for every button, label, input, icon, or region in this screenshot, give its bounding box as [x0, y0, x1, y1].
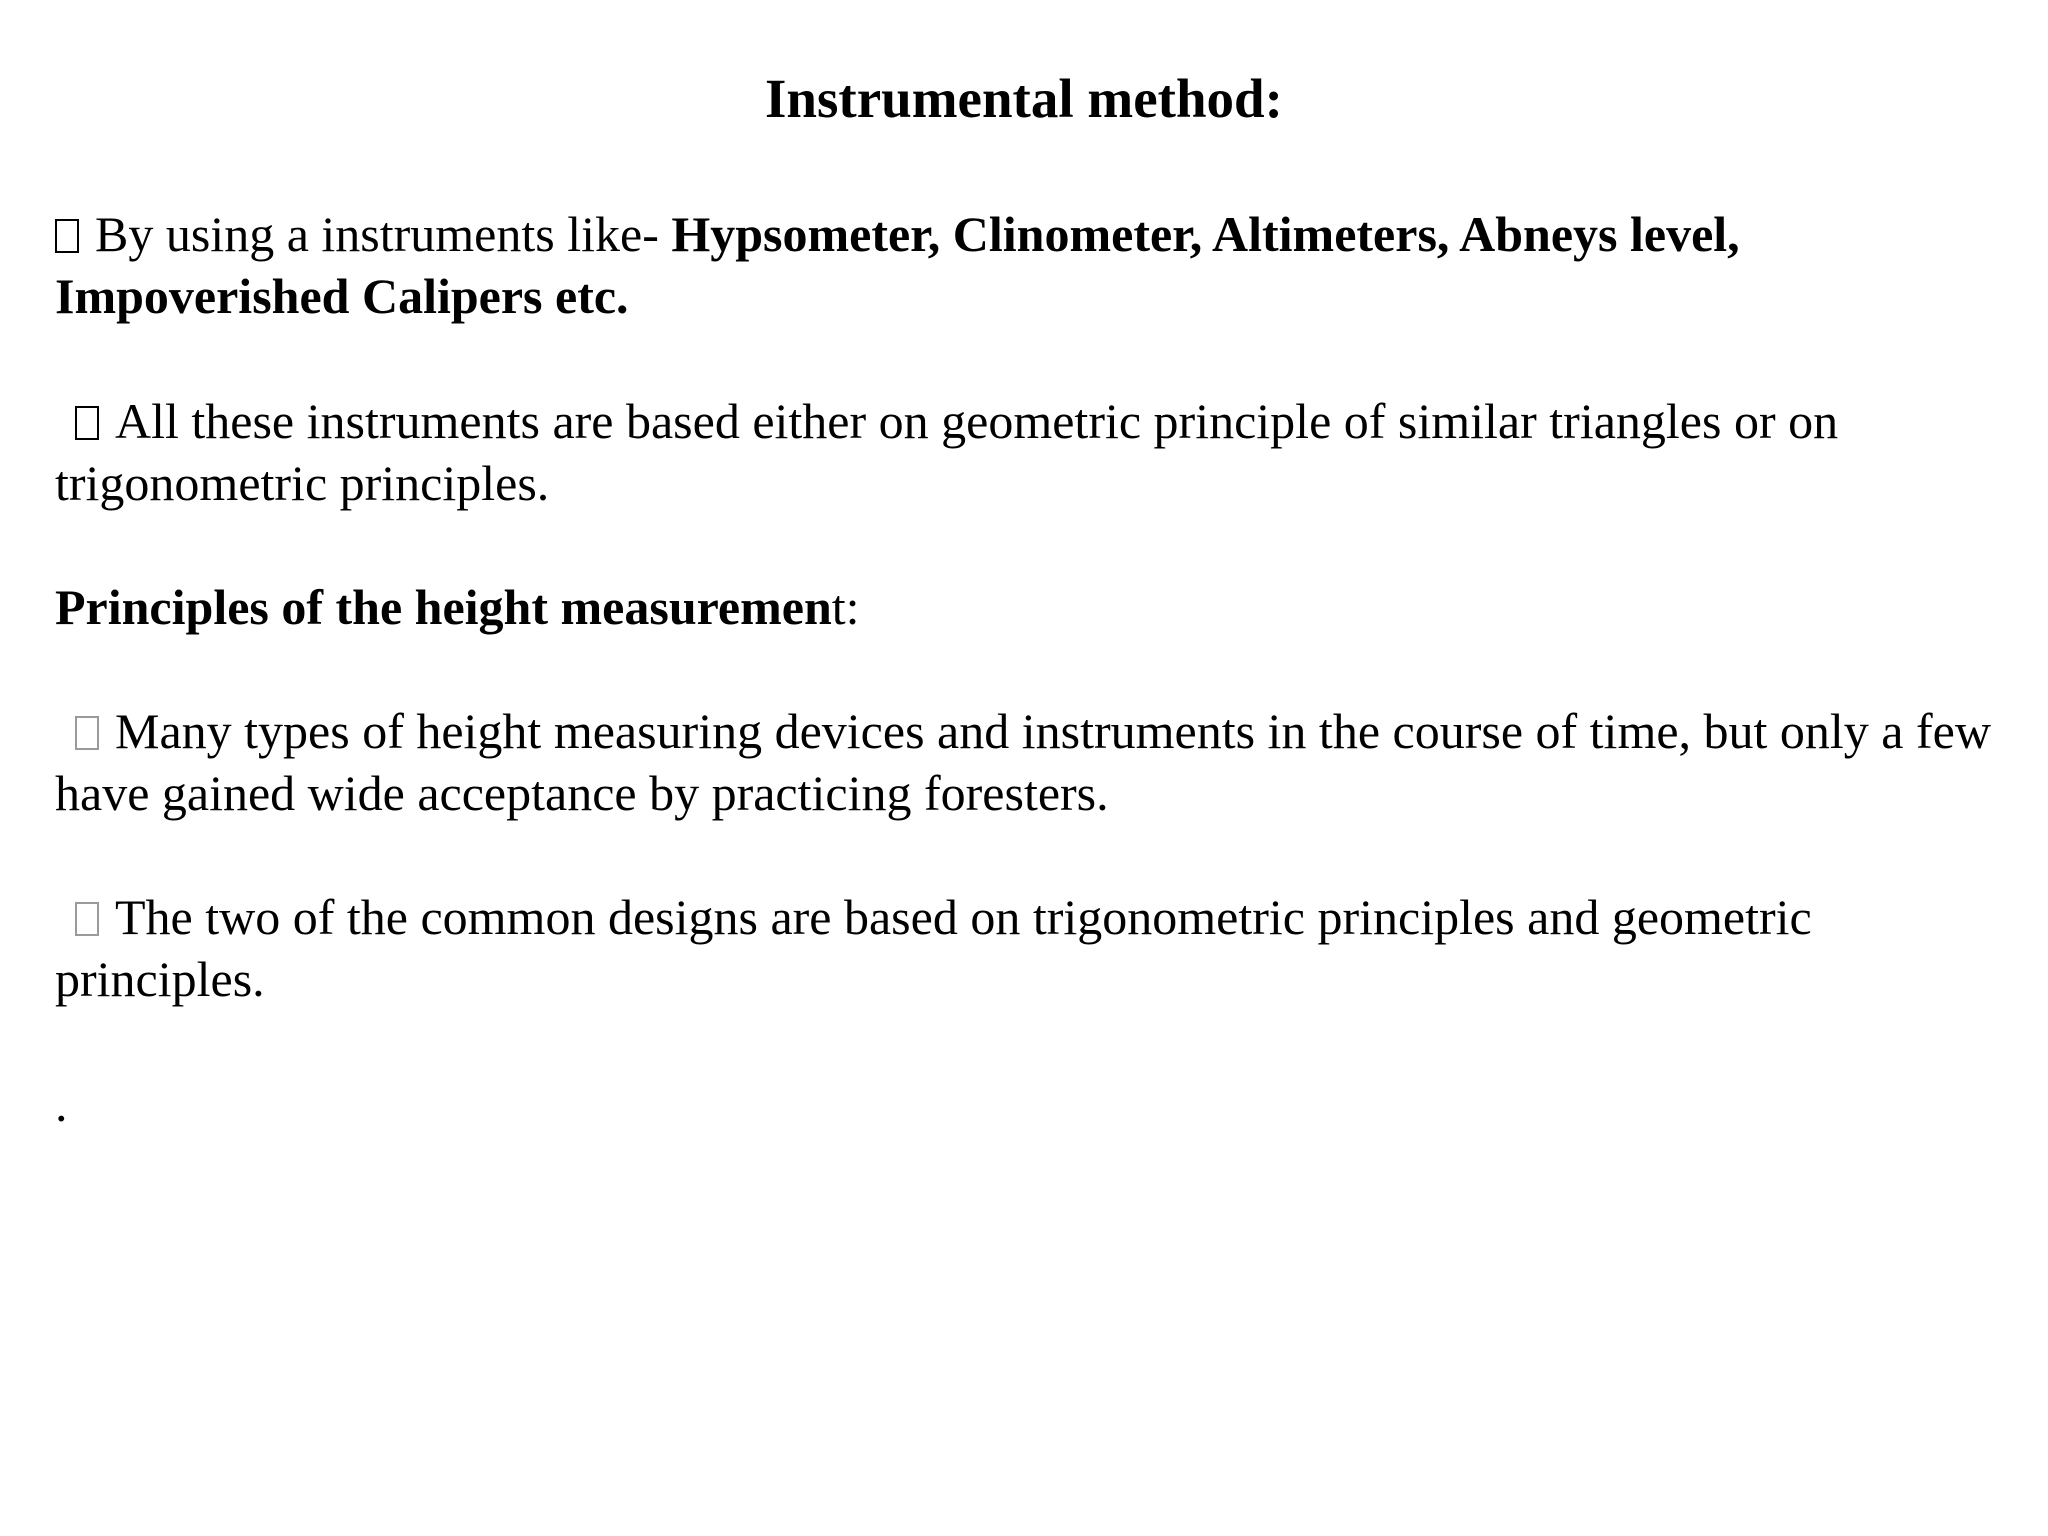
checkbox-square-icon: [55, 219, 79, 253]
instrument-list: Hypsometer, Clinometer, Altimeters, Abneys level, Impoverished Calipers etc.: [55, 206, 1740, 324]
checkbox-square-icon: [75, 716, 99, 750]
trailing-period: [55, 1073, 2015, 1135]
paragraph-designs: [55, 886, 2015, 1010]
paragraph-text: By using a instruments like-: [95, 206, 672, 262]
paragraph-devices: [55, 700, 2015, 824]
paragraph-text: The two of the common designs are based on trigonometric principles and geometric principles.: [55, 889, 1812, 1007]
paragraph-instruments: [55, 203, 2015, 327]
paragraph-text: Many types of height measuring devices and instruments in the course of time, but only a few have gained wide acceptance by practicing foresters.: [55, 703, 1991, 821]
section-heading-tail: t:: [831, 579, 860, 635]
checkbox-square-icon: [75, 406, 99, 440]
section-heading-bold: Principles of the height measuremen: [55, 579, 832, 635]
paragraph-text: .: [55, 1076, 68, 1132]
page-title: Instrumental method:: [765, 68, 1283, 129]
paragraph-text: All these instruments are based either on geometric principle of similar triangles or on trigonometric principles.: [55, 393, 1839, 511]
paragraph-principles-basis: [55, 390, 2015, 514]
section-heading: [55, 576, 2015, 638]
checkbox-square-icon: [75, 902, 99, 936]
